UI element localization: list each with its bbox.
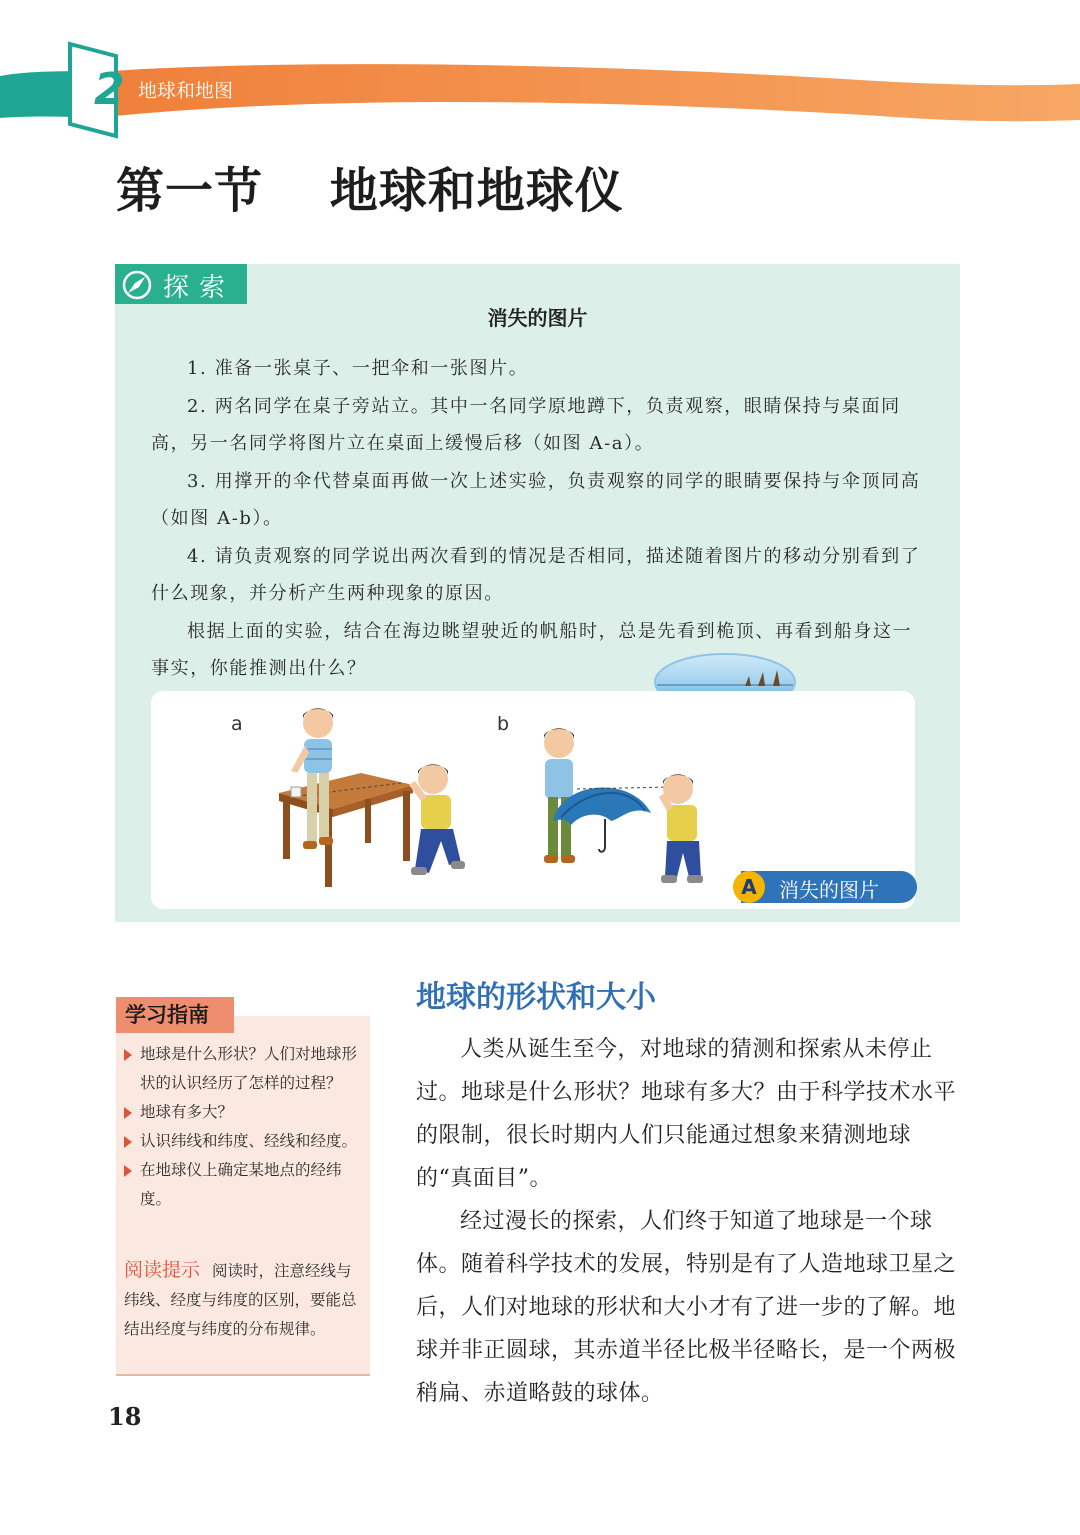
figure-caption-letter: A	[733, 871, 765, 903]
figure-a-table-illustration	[261, 701, 486, 901]
explore-step-1: 1. 准备一张桌子、一把伞和一张图片。	[187, 358, 529, 379]
study-guide-box	[116, 1016, 370, 1376]
explore-box	[115, 264, 960, 922]
study-guide-list	[124, 1040, 364, 1214]
study-guide-title: 学习指南	[116, 997, 234, 1033]
reading-tip	[124, 1256, 364, 1344]
chapter-title: 地球和地图	[138, 80, 234, 102]
reading-tip-text: 阅读时，注意经线与纬线、经度与纬度的区别，要能总结出经度与纬度的分布规律。	[124, 1262, 357, 1338]
explore-tag	[115, 264, 247, 304]
study-guide-item: 在地球仪上确定某地点的经纬度。	[124, 1156, 364, 1214]
page-number: 18	[108, 1402, 142, 1431]
explore-question: 根据上面的实验，结合在海边眺望驶近的帆船时，总是先看到桅顶、再看到船身这一事实，你能推测出什么？	[151, 620, 913, 679]
body-paragraph-2: 经过漫长的探索，人们终于知道了地球是一个球体。随着科学技术的发展，特别是有了人造地球卫星之后，人们对地球的形状和大小才有了进一步的了解。地球并非正圆球，其赤道半径比极半径略长，是一个两极稍扁、赤道略鼓的球体。	[416, 1209, 957, 1406]
explore-step-2: 2. 两名同学在桌子旁站立。其中一名同学原地蹲下，负责观察，眼睛保持与桌面同高，另一名同学将图片立在桌面上缓慢后移（如图 A-a）。	[151, 395, 901, 454]
figure-panel	[151, 691, 915, 909]
body-paragraph-1: 人类从诞生至今，对地球的猜测和探索从未停止过。地球是什么形状？地球有多大？由于科学技术水平的限制，很长时期内人们只能通过想象来猜测地球的“真面目”。	[416, 1037, 957, 1191]
figure-b-umbrella-illustration	[521, 701, 731, 901]
explore-step-4: 4. 请负责观察的同学说出两次看到的情况是否相同，描述随着图片的移动分别看到了什么现象，并分析产生两种现象的原因。	[151, 545, 921, 604]
shape-section-heading: 地球的形状和大小	[416, 980, 656, 1015]
chapter-header-band	[0, 0, 1080, 140]
study-guide-item: 地球有多大？	[124, 1098, 364, 1127]
section-title: 第一节 地球和地球仪	[116, 163, 624, 219]
study-guide-item: 地球是什么形状？人们对地球形状的认识经历了怎样的过程？	[124, 1040, 364, 1098]
explore-heading: 消失的图片	[487, 306, 588, 330]
figure-caption-text: 消失的图片	[779, 878, 879, 902]
figure-label-a: a	[231, 713, 243, 735]
figure-label-b: b	[497, 713, 510, 735]
figure-caption	[741, 871, 917, 903]
compass-icon	[121, 269, 153, 301]
reading-tip-label: 阅读提示	[124, 1259, 201, 1281]
study-guide-item: 认识纬线和纬度、经线和经度。	[124, 1127, 364, 1156]
shape-section-body	[416, 1028, 964, 1415]
explore-step-3: 3. 用撑开的伞代替桌面再做一次上述实验，负责观察的同学的眼睛要保持与伞顶同高（如图 A-b）。	[151, 470, 921, 529]
chapter-number: 2	[94, 64, 125, 115]
explore-text	[151, 350, 926, 688]
explore-tag-label: 探索	[163, 273, 236, 303]
